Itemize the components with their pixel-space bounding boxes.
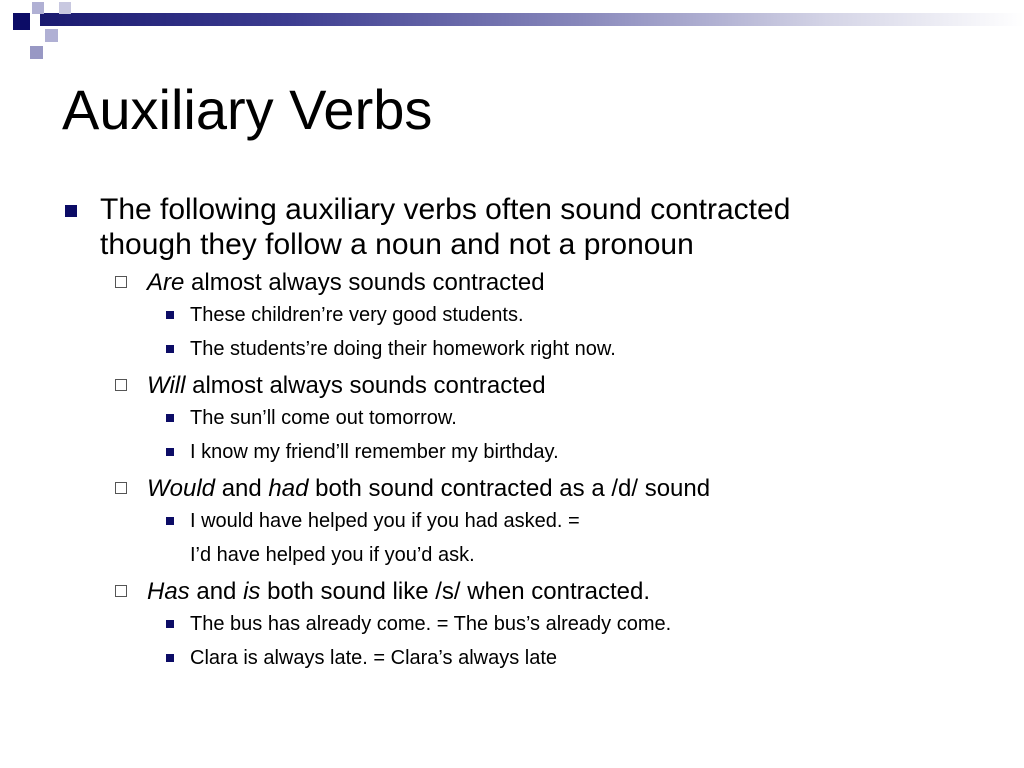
header-square-dark [13, 13, 30, 30]
header-square-light [32, 2, 44, 14]
header-square-light [30, 46, 43, 59]
slide-title: Auxiliary Verbs [62, 78, 433, 141]
group-heading-italic: Has [147, 578, 190, 605]
example-text: The students’re doing their homework right now. [190, 338, 616, 360]
example-text: Clara is always late. = Clara’s always late [190, 647, 558, 669]
header-square-light [59, 2, 71, 14]
group-heading-italic-2: is [243, 578, 261, 605]
group-heading-would-had [62, 474, 992, 504]
hollow-square-bullet-icon [115, 379, 127, 391]
group-heading-rest: both sound like /s/ when contracted. [260, 578, 650, 605]
example-text: The bus has already come. = The bus’s already come. [190, 613, 672, 635]
group-heading-has-is [62, 577, 992, 607]
group-heading-rest: almost always sounds contracted [185, 372, 546, 399]
slide-body [62, 192, 992, 675]
group-heading-italic: Will [147, 372, 186, 399]
small-square-bullet-icon [166, 311, 174, 319]
small-square-bullet-icon [166, 448, 174, 456]
hollow-square-bullet-icon [115, 276, 127, 288]
small-square-bullet-icon [166, 517, 174, 525]
example-text: These children’re very good students. [190, 304, 524, 326]
example-text: The sun’ll come out tomorrow. [190, 407, 457, 429]
group-heading-rest: both sound contracted as a /d/ sound [308, 475, 711, 502]
example-item [62, 607, 992, 641]
small-square-bullet-icon [166, 345, 174, 353]
group-heading-rest: almost always sounds contracted [184, 269, 545, 296]
example-item [62, 332, 992, 366]
example-item [62, 401, 992, 435]
example-continuation: I’d have helped you if you’d ask. [190, 544, 475, 566]
group-heading-will [62, 371, 992, 401]
hollow-square-bullet-icon [115, 482, 127, 494]
header-square-light [45, 29, 58, 42]
square-bullet-icon [65, 205, 77, 217]
group-heading-mid: and [215, 475, 269, 502]
group-heading-italic: Are [147, 269, 185, 296]
group-heading-italic: Would [147, 475, 216, 502]
small-square-bullet-icon [166, 654, 174, 662]
example-item [62, 641, 992, 675]
example-item [62, 435, 992, 469]
intro-text-line1: The following auxiliary verbs often sound contracted [100, 193, 791, 226]
small-square-bullet-icon [166, 414, 174, 422]
example-item [62, 504, 992, 572]
hollow-square-bullet-icon [115, 585, 127, 597]
header-gradient-bar [40, 13, 1024, 26]
example-text: I would have helped you if you had asked. = [190, 510, 580, 532]
intro-bullet [62, 192, 992, 262]
group-heading-italic-2: had [268, 475, 309, 502]
small-square-bullet-icon [166, 620, 174, 628]
example-item [62, 298, 992, 332]
group-heading-are [62, 268, 992, 298]
example-text: I know my friend’ll remember my birthday. [190, 441, 559, 463]
intro-text-line2: though they follow a noun and not a pronoun [100, 228, 694, 261]
group-heading-mid: and [189, 578, 244, 605]
